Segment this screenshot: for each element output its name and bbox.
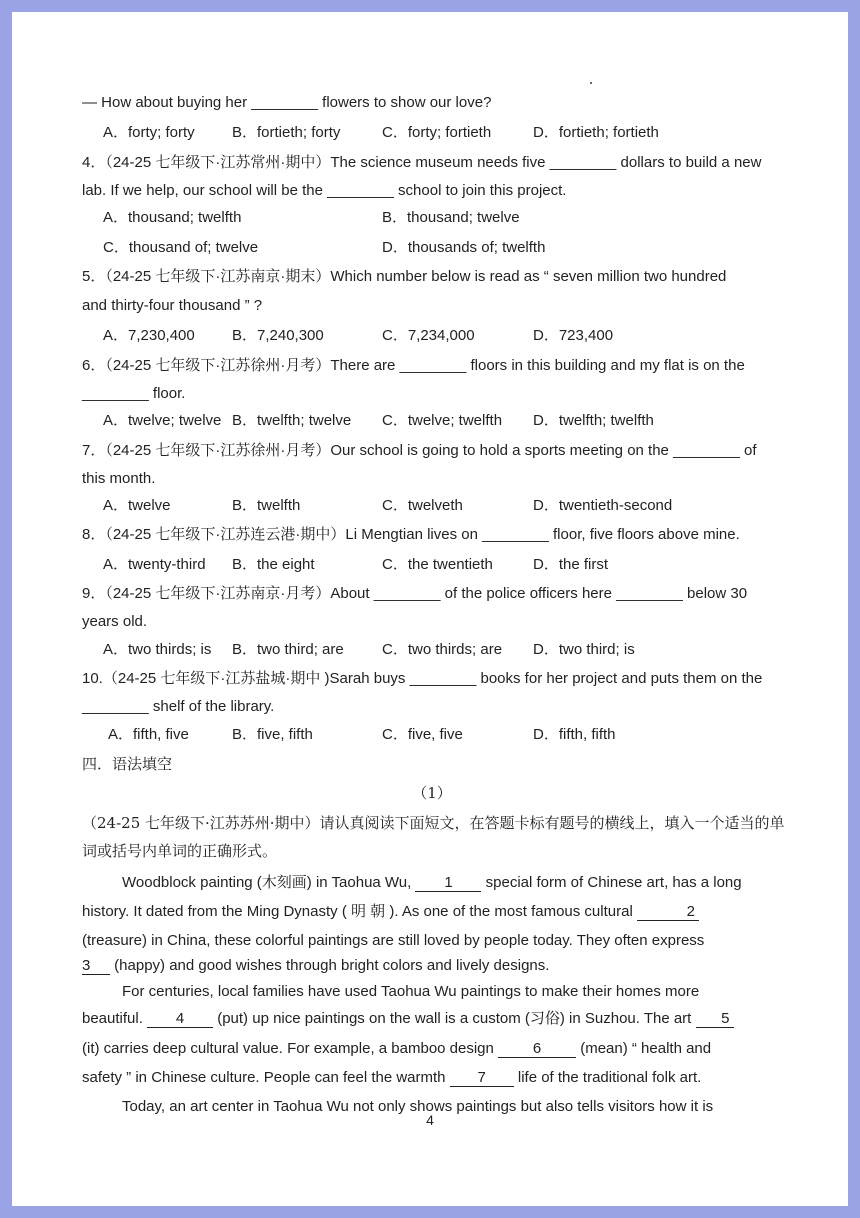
q6-option-d: D．twelfth; twelfth xyxy=(533,412,654,429)
q3-option-d: D．fortieth; fortieth xyxy=(533,124,659,141)
q4-option-d: D．thousands of; twelfth xyxy=(382,239,546,256)
q7-option-d: D．twentieth-second xyxy=(533,497,673,514)
passage-line xyxy=(82,1069,701,1087)
q9-option-d: D．two third; is xyxy=(533,641,635,658)
passage-line: For centuries, local families have used Taohua Wu paintings to make their homes more xyxy=(122,983,700,1000)
q5-line2: and thirty-four thousand ” ? xyxy=(82,297,263,314)
blank-6: 6 xyxy=(498,1041,576,1058)
q3-option-b: B．fortieth; forty xyxy=(232,124,341,141)
q7-line2: this month. xyxy=(82,470,156,487)
passage-line xyxy=(82,1040,711,1058)
passage-line: (treasure) in China, these colorful paintings are still loved by people today. They often express xyxy=(82,932,705,949)
q10-option-c: C．five, five xyxy=(382,726,463,743)
passage-text: beautiful. xyxy=(82,1010,148,1027)
passage-text: (it) carries deep cultural value. For example, a bamboo design xyxy=(82,1040,499,1057)
passage-text: history. It dated from the Ming Dynasty ( 明 朝 ). As one of the most famous cultural xyxy=(82,903,637,920)
q7-line1: 7．（24-25 七年级下·江苏徐州·月考）Our school is going to hold a sports meeting on the ________ of xyxy=(82,442,757,459)
passage-line: Today, an art center in Taohua Wu not only shows paintings but also tells visitors how it is xyxy=(122,1098,714,1115)
q9-line2: years old. xyxy=(82,613,148,630)
q5-option-b: B．7,240,300 xyxy=(232,327,324,344)
blank-3: 3 xyxy=(82,958,110,975)
passage-text: (happy) and good wishes through bright colors and lively designs. xyxy=(110,957,550,974)
q10-line1: 10.（24-25 七年级下·江苏盐城·期中 )Sarah buys ________ books for her project and puts them on the xyxy=(82,670,763,687)
q4-line2: lab. If we help, our school will be the ________ school to join this project. xyxy=(82,182,567,199)
q3-option-c: C．forty; fortieth xyxy=(382,124,492,141)
q7-option-a: A．twelve xyxy=(103,497,171,514)
q5-option-d: D．723,400 xyxy=(533,327,614,344)
passage-line xyxy=(102,874,742,892)
q4-option-a: A．thousand; twelfth xyxy=(103,209,242,226)
passage-text: (mean) “ health and xyxy=(576,1040,712,1057)
exam-page xyxy=(12,12,848,1206)
q9-option-a: A．two thirds; is xyxy=(103,641,212,658)
q6-option-b: B．twelfth; twelve xyxy=(232,412,352,429)
section-instructions-2: 词或括号内单词的正确形式。 xyxy=(82,842,278,860)
scan-speck xyxy=(590,82,592,84)
blank-1: 1 xyxy=(415,875,481,892)
q8-option-a: A．twenty-third xyxy=(103,556,206,573)
section-instructions-1: （24-25 七年级下·江苏苏州·期中）请认真阅读下面短文，在答题卡标有题号的横线上，填入一个适当的单 xyxy=(82,814,785,832)
q7-option-c: C．twelveth xyxy=(382,497,463,514)
q10-option-a: A．fifth, five xyxy=(108,726,189,743)
passage-text: special form of Chinese art, has a long xyxy=(481,874,742,891)
q5-option-a: A．7,230,400 xyxy=(103,327,195,344)
q6-line2: ________ floor. xyxy=(82,385,186,402)
q10-option-d: D．fifth, fifth xyxy=(533,726,616,743)
blank-2: 2 xyxy=(637,904,699,921)
q9-line1: 9．（24-25 七年级下·江苏南京·月考）About ________ of the police officers here ________ below 30 xyxy=(82,585,748,602)
q8-line1: 8．（24-25 七年级下·江苏连云港·期中）Li Mengtian lives on ________ floor, five floors above mine. xyxy=(82,526,740,543)
blank-5: 5 xyxy=(696,1011,734,1028)
page-number: 4 xyxy=(426,1112,434,1128)
q6-option-c: C．twelve; twelfth xyxy=(382,412,503,429)
q7-option-b: B．twelfth xyxy=(232,497,301,514)
passage-text: safety ” in Chinese culture. People can feel the warmth xyxy=(82,1069,450,1086)
section-heading: 四．语法填空 xyxy=(82,755,173,773)
q5-option-c: C．7,234,000 xyxy=(382,327,475,344)
q10-line2: ________ shelf of the library. xyxy=(82,698,275,715)
section-subheading: （1） xyxy=(412,784,452,802)
passage-line xyxy=(82,957,549,975)
q3-option-a: A．forty; forty xyxy=(103,124,195,141)
q6-option-a: A．twelve; twelve xyxy=(103,412,222,429)
passage-line xyxy=(82,1010,734,1028)
q4-option-b: B．thousand; twelve xyxy=(382,209,520,226)
q9-option-c: C．two thirds; are xyxy=(382,641,503,658)
q8-option-d: D．the first xyxy=(533,556,609,573)
q10-option-b: B．five, fifth xyxy=(232,726,313,743)
q4-option-c: C．thousand of; twelve xyxy=(103,239,259,256)
passage-text: (put) up nice paintings on the wall is a custom (习俗) in Suzhou. The art xyxy=(213,1010,696,1027)
blank-4: 4 xyxy=(147,1011,213,1028)
passage-text: Woodblock painting (木刻画) in Taohua Wu, xyxy=(122,874,416,891)
passage-line xyxy=(82,903,699,921)
q9-option-b: B．two third; are xyxy=(232,641,344,658)
q5-line1: 5．（24-25 七年级下·江苏南京·期末）Which number below is read as “ seven million two hundred xyxy=(82,268,727,285)
q8-option-c: C．the twentieth xyxy=(382,556,493,573)
q3-stem: — How about buying her ________ flowers to show our love? xyxy=(82,94,492,111)
blank-7: 7 xyxy=(450,1070,514,1087)
passage-text: life of the traditional folk art. xyxy=(513,1069,702,1086)
q4-line1: 4．（24-25 七年级下·江苏常州·期中）The science museum needs five ________ dollars to build a new xyxy=(82,154,762,171)
q6-line1: 6．（24-25 七年级下·江苏徐州·月考）There are ________ floors in this building and my flat is on the xyxy=(82,357,745,374)
q8-option-b: B．the eight xyxy=(232,556,315,573)
